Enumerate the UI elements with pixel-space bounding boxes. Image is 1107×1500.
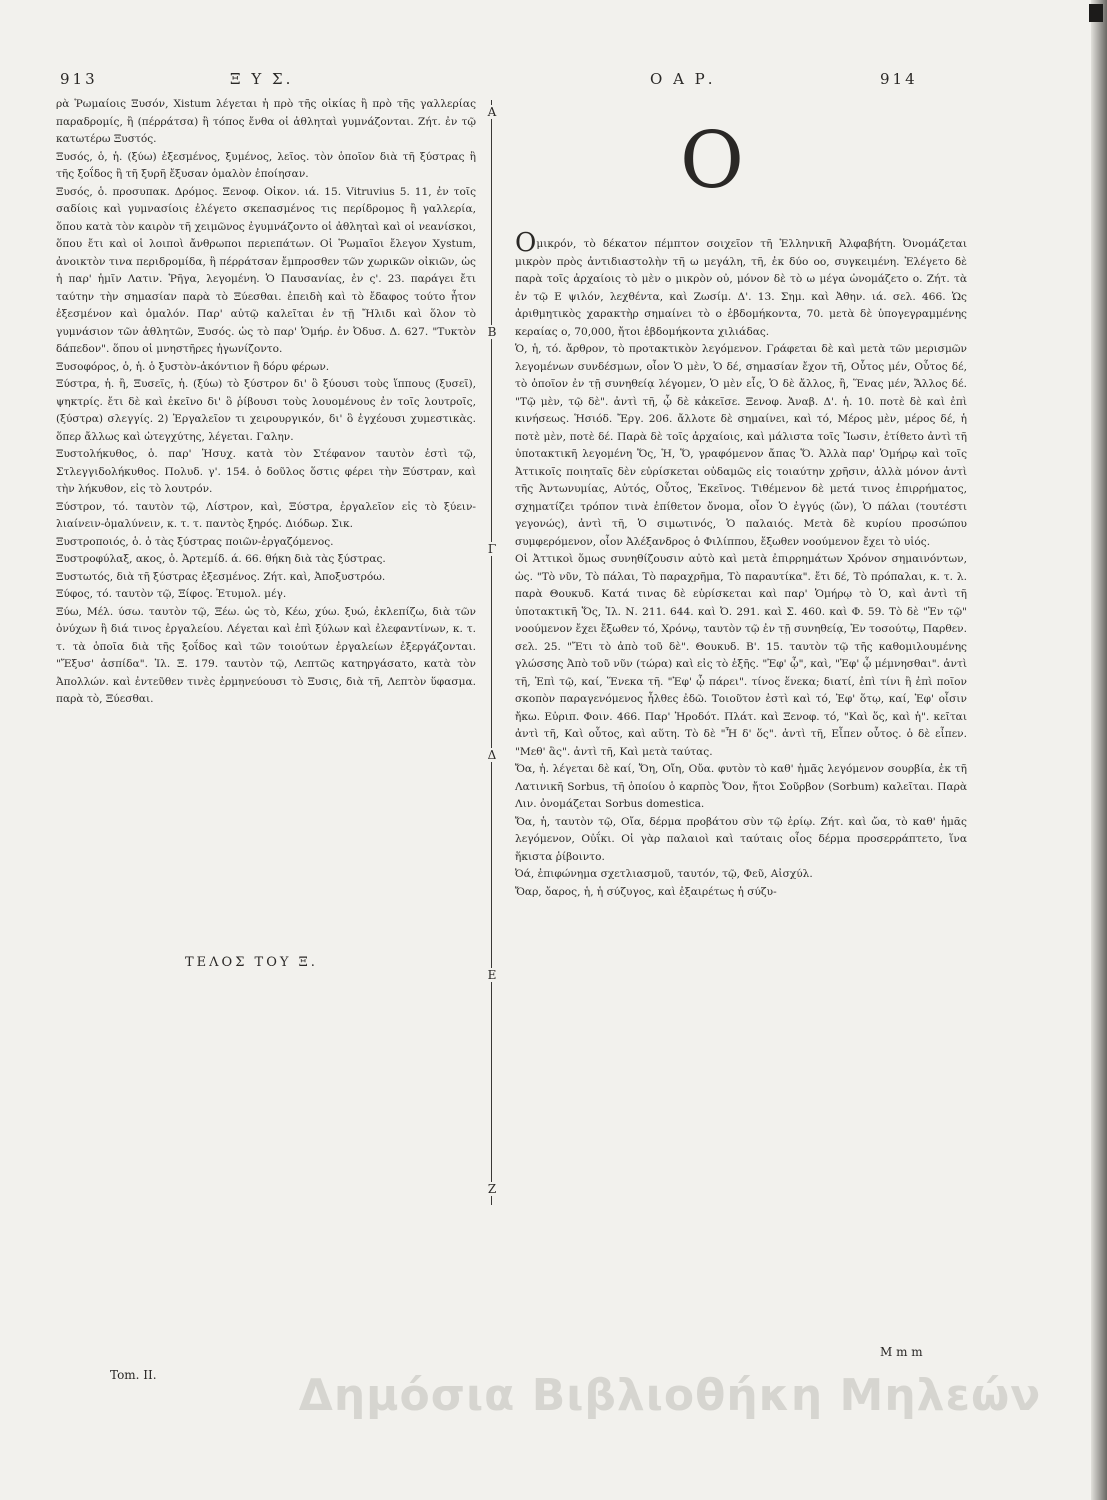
section-letter: E bbox=[484, 968, 500, 982]
entry-paragraph: Ξύω, Μέλ. ύσω. ταυτὸν τῷ, Ξέω. ὡς τὸ, Κέω, χύω. ξυώ, ἐκλεπίζω, διὰ τῶν ὀνύχων ἢ διά τινος ἐργαλείου. Λέγεται καὶ ἐπὶ ξύλων καὶ ἐλεφαντίνων, κ. τ. τ. τὰ ὁποῖα διὰ τῆς ξοΐδος καὶ τῶν τοιούτων ἐργαλείων ἐξεργάζονται. "Ἔξυσ' ἀσπίδα". Ἰλ. Ξ. 179. ταυτὸν τῷ, Λεπτῶς κατηργάσατο, κατὰ τὸν Ἀπολλών. καὶ ἐντεῦθεν τινὲς ἐρμηνεύουσι τὸ Ξυσις, διὰ τῆ, Λεπτὸν ὕφασμα. παρὰ τὸ, Ξύεσθαι. bbox=[56, 605, 476, 705]
entry-paragraph: Ὄαρ, ὄαρος, ἡ, ἡ σύζυγος, καὶ ἐξαιρέτως ἡ σύζυ- bbox=[515, 885, 777, 898]
left-running-head: Ξ Υ Σ. bbox=[230, 70, 294, 88]
entry-text: μικρόν, τὸ δέκατον πέμπτον σοιχεῖον τῆ Ἑλληνικῆ Ἀλφαβήτη. Ὀνομάζεται μικρὸν πρὸς ἀντιδιαστολὴν τῆ ω μεγάλη, τῆ, ἐκ δύο οο, συγκειμένη. Ἐλέγετο δὲ παρὰ τοῖς ἀρχαίοις τὸ μὲν ο μικρὸν οὐ, μόνον δὲ τὸ ω μέγα ὠνομάζετο ο. Ζήτ. τὰ ἐν τῷ Ε ψιλόν, λεχθέντα, καὶ Ζωσίμ. Δ'. 13. Σημ. καὶ Ἀθην. ιά. σελ. 466. Ὡς ἀριθμητικὸς χαρακτὴρ σημαίνει τὸ ο ἑβδομήκοντα, 70. μετὰ δὲ ὑπογεγραμμένης κεραίας ο, 70,000, ἤτοι ἑβδομήκοντα χιλιάδας. bbox=[515, 238, 967, 338]
section-letter: Γ bbox=[484, 542, 500, 556]
column-divider bbox=[491, 100, 492, 1205]
left-page-number: 913 bbox=[60, 70, 98, 88]
entry-paragraph: Ξυσός, ὁ, ἡ. (ξύω) ἐξεσμένος, ξυμένος, λεῖος. τὸν ὁποῖον διὰ τῆ ξύστρας ἢ τῆς ξοΐδος ἢ τῆ ξυρῆ ἔξυσαν ὁμαλὸν ἐποίησαν. bbox=[56, 150, 476, 180]
page-edge-shadow bbox=[1091, 0, 1107, 1500]
entry-paragraph: Ξυσοφόρος, ὁ, ἡ. ὁ ξυστὸν-ἀκόντιον ἢ δόρυ φέρων. bbox=[56, 360, 330, 373]
entry-paragraph: Ξυστωτός, διὰ τῆ ξύστρας ἐξεσμένος. Ζήτ. καὶ, Ἀποξυστρόω. bbox=[56, 570, 386, 583]
entry-paragraph: Ξυστροποιός, ὁ. ὁ τὰς ξύστρας ποιῶν-ἐργαζόμενος. bbox=[56, 535, 334, 548]
entry-paragraph: Ξυστολήκυθος, ὁ. παρ' Ἡσυχ. κατὰ τὸν Στέφανον ταυτὸν ἐστὶ τῷ, Στλεγγιδολήκυθος. Πολυδ. γ'. 154. ὁ δοῦλος ὅστις φέρει τὴν Ξύστραν, καὶ τὴν λήκυθον, εἰς τὸ λουτρόν. bbox=[56, 448, 476, 495]
entry-paragraph bbox=[515, 228, 967, 341]
entry-paragraph: ρὰ Ῥωμαίοις Ξυσόν, Xistum λέγεται ἡ πρὸ τῆς οἰκίας ἢ πρὸ τῆς γαλλερίας παραδρομίς, ἢ (πέρράτσα) ἢ τόπος ἔνθα οἱ ἀθληταὶ γυμνάζονται. Ζήτ. ἐν τῷ κατωτέρω Ξυστός. bbox=[56, 98, 476, 145]
right-column bbox=[515, 228, 967, 901]
section-end-title: ΤΕΛΟΣ ΤΟΥ Ξ. bbox=[185, 955, 318, 970]
library-watermark: Δημόσια Βιβλιοθήκη Μηλεών bbox=[298, 1370, 1042, 1421]
left-column bbox=[56, 96, 476, 709]
entry-paragraph: Ξυστροφύλαξ, ακος, ὁ. Ἀρτεμίδ. ά. 66. θήκη διὰ τὰς ξύστρας. bbox=[56, 553, 386, 565]
section-letter: B bbox=[484, 325, 500, 339]
entry-paragraph: Ξυσός, ὁ. προσυπακ. Δρόμος. Ξενοφ. Οἰκον. ιά. 15. Vitruvius 5. 11, ἐν τοῖς σαδίοις καὶ γυμνασίοις ἐλέγετο σκεπασμένος τις περίδρομος ἢ γαλλερία, ὅπου κατὰ τὸν καιρὸν τῆ χειμῶνος ἐγυμνάζοντο οἱ ἀθληταὶ καὶ οἱ νεανίσκοι, ὅπου ἔτι καὶ οἱ λοιποὶ ἄνθρωποι περιεπάτων. Οἱ Ῥωμαῖοι ἔλεγον Xystum, ἀνοικτὸν τινα περιδρομίδα, ἢ πέρράτσαν ἔμπροσθεν τῶν χωρικῶν οἰκιῶν, ὡς ἡ παρ' ἡμῖν Λατιν. Ῥῆγα, λεγομένη. Ὁ Παυσανίας, ἐν ς'. 23. παράγει ἔτι ταύτην τὴν σημασίαν παρὰ τὸ Ξύεσθαι. ἐπειδὴ καὶ τὸ ἔδαφος τούτο ἦτον ἐξεσμένον καὶ ὁμαλόν. Παρ' αὐτῷ καλεῖται ἐν τῇ Ἤλιδι καὶ ὅλον τὸ γυμνάσιον τῶν ἀθλητῶν, Ξυσός. ὡς τὸ παρ' Ὁμήρ. ἐν Ὀδυσ. Δ. 627. "Τυκτὸν δάπεδον". ὅπου οἱ μνηστῆρες ἠγωνίζοντο. bbox=[56, 185, 476, 355]
volume-label: Tom. II. bbox=[110, 1368, 157, 1382]
entry-paragraph: Ξύφος, τό. ταυτὸν τῷ, Ξίφος. Ἐτυμολ. μέγ. bbox=[56, 588, 287, 600]
section-letter: Δ bbox=[484, 748, 500, 762]
entry-paragraph: Ὄα, ἡ, ταυτὸν τῷ, Οἴα, δέρμα προβάτου σὺν τῷ ἐρίῳ. Ζήτ. καὶ ὤα, τὸ καθ' ἡμᾶς λεγόμενον, Οὐΐκι. Οἱ γὰρ παλαιοὶ καὶ ταύταις οἷος δέρμα προσερράπτετο, ἵνα ἥκιστα ῥίβοιντο. bbox=[515, 815, 967, 863]
entry-lead-letter: Ο bbox=[515, 228, 537, 258]
section-big-letter: O bbox=[680, 116, 744, 206]
section-letter: A bbox=[484, 105, 500, 119]
entry-paragraph: Ξύστρον, τό. ταυτὸν τῷ, Λίστρον, καὶ, Ξύστρα, ἐργαλεῖον εἰς τὸ ξύειν-λιαίνειν-ὁμαλύνειν, κ. τ. τ. παντὸς ξηρός. Διόδωρ. Σικ. bbox=[56, 500, 476, 530]
entry-paragraph: Οἱ Ἀττικοὶ ὅμως συνηθίζουσιν αὐτὸ καὶ μετὰ ἐπιρρημάτων Χρόνον σημαινόντων, ὡς. "Τὸ νῦν, Τὸ πάλαι, Τὸ παραχρῆμα, Τὸ παραυτίκα". ἔτι δέ, Τὸ πρόπαλαι, κ. τ. λ. παρὰ Θουκυδ. Κατά τινας δὲ εὑρίσκεται καὶ παρ' Ὁμήρῳ τὸ Ὁ, καὶ ἀντὶ τῆ ὑποτακτικῆ Ὅς, Ἰλ. Ν. 211. 644. καὶ Ὀ. 291. καὶ Σ. 460. καὶ Φ. 59. Τὸ δὲ "Ἐν τῷ" νοούμενον ἔχει ἔξωθεν τό, Χρόνῳ, ταυτὸν τῷ ἐν τῇ συνηθείᾳ, Ἐν τοσούτῳ, Παρθεν. σελ. 25. "Ἔτι τὸ ἀπὸ τοῦ δὲ". Θουκυδ. Β'. 15. ταυτὸν τῷ τῆς καθομιλουμένης γλώσσης Ἀπὸ τοῦ νῦν (τώρα) καὶ εἰς τὸ ἑξῆς. "Ἐφ' ᾧ", καὶ, "Ἐφ' ᾧ μέμνησθαι". ἀντὶ τῆ, Ἐπὶ τῷ, καί, Ἕνεκα τῆ. "Ἐφ' ᾧ πάρει". τίνος ἕνεκα; διατί, ἐπὶ τίνι ἢ ἐπὶ ποῖον σκοπὸν παραγενόμενος ἦλθες ἐδῶ. Τοιοῦτον ἐστὶ καὶ τό, Ἐφ' ὅτῳ, καί, Ἐφ' οἷσιν ἤκω. Εὐριπ. Φοιν. 466. Παρ' Ἡροδότ. Πλάτ. καὶ Ξενοφ. τό, "Καὶ ὅς, καὶ ἡ". κεῖται ἀντὶ τῆ, Καὶ οὗτος, καὶ αὕτη. Τὸ δὲ "Ἦ δ' ὅς". ἀντὶ τῆ, Εἶπεν οὗτος. ὁ δὲ εἶπεν. "Μεθ' ἃς". ἀντὶ τῆ, Καὶ μετὰ ταύτας. bbox=[515, 553, 967, 758]
right-running-head: Ο Α Ρ. bbox=[650, 70, 716, 88]
entry-paragraph: Ὁ, ἡ, τό. ἄρθρον, τὸ προτακτικὸν λεγόμενον. Γράφεται δὲ καὶ μετὰ τῶν μερισμῶν λεγομένων συνδέσμων, οἷον Ὁ μὲν, Ὁ δέ, σημασίαν ἔχον τῆ, Οὗτος μέν, Οὗτος δέ, τὸ ὁποῖον ἐν τῇ συνηθείᾳ λέγομεν, Ὁ μὲν εἷς, Ὁ δὲ ἄλλος, ἢ, Ἕνας μέν, Ἄλλος δέ. "Τῷ μὲν, τῷ δὲ". ἀντὶ τῆ, ᾧ δὲ κἀκεῖσε. Ξενοφ. Ἀναβ. Δ'. ἡ. 10. ποτὲ δὲ καὶ ἐπὶ κινήσεως. Ἡσιόδ. Ἔργ. 206. ἄλλοτε δὲ σημαίνει, καὶ τό, Μέρος μὲν, μέρος δέ, ἡ ποτὲ μὲν, ποτὲ δέ. Παρὰ δὲ τοῖς ἀρχαίοις, καὶ μάλιστα τοῖς Ἴωσιν, ἐτίθετο ἀντὶ τῆ ὑποτακτικῆ λεγομένη Ὅς, Ἡ, Ὅ, γραφόμενον ἄπας Ὅ. Ἀλλὰ παρ' Ὁμήρῳ καὶ τοῖς Ἀττικοῖς ποιηταῖς δὲν εὑρίσκεται οὐδαμῶς εἰς τοιαύτην χρῆσιν, ἀλλὰ μόνον ἀντὶ τῆς Ἀντωνυμίας, Αὐτός, Οὗτος, Ἐκεῖνος. Τιθέμενον δὲ μετά τινος ἐπιρρήματος, σχηματίζει τρόπον τινὰ ἐπίθετον ὄνομα, οἷον Ὁ ἐγγύς (ὤν), Ὁ πάλαι (τουτέστι γεγονώς), ἀντὶ τῆ, Ὁ σιμωτινός, Ὁ παλαιός. Μετὰ δὲ κυρίου προσώπου συμφερόμενον, οἷον Ἀλέξανδρος ὁ Φιλίππου, ἔξωθεν νοούμενον ἔχει τὸ υἱός. bbox=[515, 343, 967, 548]
right-page-number: 914 bbox=[880, 70, 918, 88]
signature-mark: M m m bbox=[880, 1345, 923, 1359]
entry-paragraph: Ὄα, ἡ. λέγεται δὲ καί, Ὄη, Οἴη, Οὔα. φυτὸν τὸ καθ' ἡμᾶς λεγόμενον σουρβία, ἐκ τῆ Λατινικῆ Sorbus, τῆ ὁποίου ὁ καρπὸς Ὄον, ἤτοι Σοῦρβον (Sorbum) καλεῖται. Παρὰ Λιν. ὀνομάζεται Sorbus domestica. bbox=[515, 763, 967, 810]
corner-mark bbox=[1089, 4, 1103, 22]
section-letter: Z bbox=[484, 1182, 500, 1196]
entry-paragraph: Ὀά, ἐπιφώνημα σχετλιασμοῦ, ταυτόν, τῷ, Φεῦ, Αἰσχύλ. bbox=[515, 868, 813, 880]
entry-paragraph: Ξύστρα, ἡ. ἢ, Ξυσεῖς, ἡ. (ξύω) τὸ ξύστρον δι' ὃ ξύουσι τοὺς ἵππους (ξυσεῖ), ψηκτρίς. ἔτι δὲ καὶ ἐκεῖνο δι' ὃ ῥίβουσι τοὺς λουομένους ἐν τοῖς λουτροῖς, (ξύστρα) σλεγγίς. 2) Ἐργαλεῖον τι χειρουργικόν, δι' ὃ ἐγχέουσι χυμεστικὰς. ὅπερ ἄλλως καὶ ὠτεγχύτης, λέγεται. Γαλην. bbox=[56, 378, 476, 443]
